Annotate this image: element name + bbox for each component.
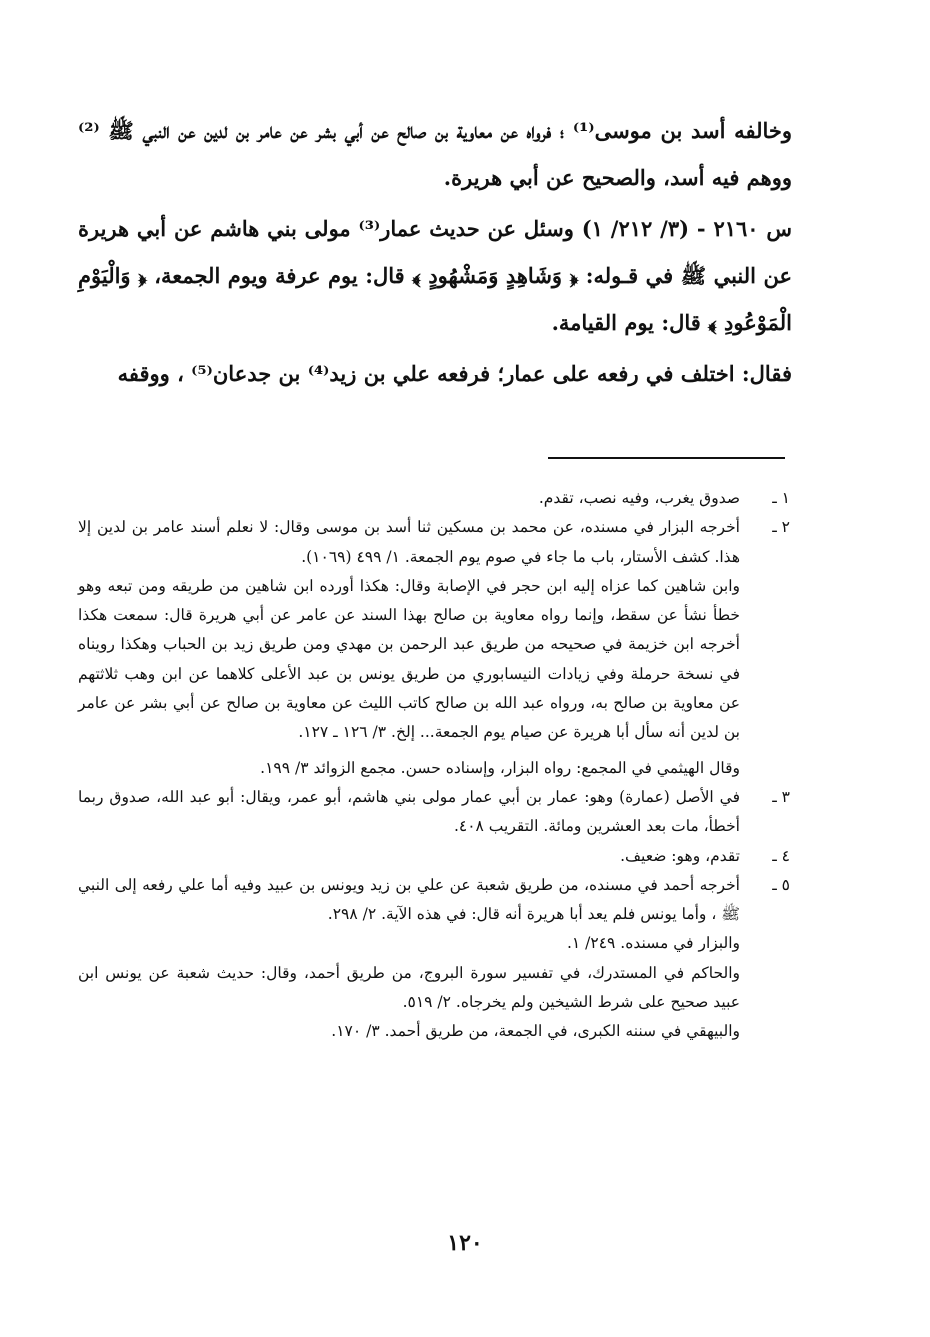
footnote-number: ١ ـ	[772, 489, 790, 507]
footnote-text: أخرجه البزار في مسنده، عن محمد بن مسكين ثنا أسد بن موسى وقال: لا نعلم أسند عامر بن لدين إلا هذا. كشف الأستار، باب ما جاء في صوم يوم الجمعة. ١/ ٤٩٩ (١٠٦٩).	[78, 518, 740, 566]
page-number: ١٢٠	[447, 1230, 483, 1256]
footnote-5-continuation	[78, 1017, 790, 1046]
footnote-4	[78, 842, 790, 871]
footnote-2-continuation	[78, 754, 790, 783]
footnote-text: والبزار في مسنده. ٢٤٩/ ١.	[566, 934, 740, 953]
footnote-3	[78, 783, 790, 842]
footnote-text: أخرجه أحمد في مسنده، من طريق شعبة عن علي بن زيد ويونس بن عبيد وفيه أما علي رفعه إلى النبي ﷺ ، وأما يونس فلم يعد أبا هريرة أنه قال: في هذه الآية. ٢/ ٢٩٨.	[78, 875, 740, 924]
main-paragraph-1	[78, 107, 792, 201]
footnote-text: في الأصل (عمارة) وهو: عمار بن أبي عمار مولى بني هاشم، أبو عمر، ويقال: أبو عبد الله، صدوق ربما أخطأ، مات بعد العشرين ومائة. التقريب ٤٠٨.	[78, 787, 740, 836]
footnote-number: ٥ ـ	[772, 875, 790, 894]
footnote-text: وابن شاهين كما عزاه إليه ابن حجر في الإصابة وقال: هكذا أورده ابن شاهين من طريقه ومن تبعه وهو خطأ نشأ عن سقط، وإنما رواه معاوية بن صالح بهذا السند عن عامر عن أبي هريرة قال: سمعت هكذا أخرجه ابن خزيمة في صحيحه من طريق عبد الرحمن بن مهدي ومن طريق زيد بن الحباب وهكذا رويناه في نسخة حرملة وفي زيادات النيسابوري من طريق يونس بن عبد الأعلى كلاهما عن ابن وهب ثلاثتهم عن معاوية بن صالح به، ورواه عبد الله بن صالح كاتب الليث عن معاوية بن صالح عن أبي بشر عن عامر بن لدين أنه سأل أبا هريرة عن صيام يوم الجمعة... إلخ. ٣/ ١٢٦ ـ ١٢٧.	[78, 576, 740, 742]
paragraph-text: س ٢١٦٠ - (٣/ ٢١٢/ ١) وسئل عن حديث عمار⁽³⁾ مولى بني هاشم عن أبي هريرة عن النبي ﷺ في قـوله: ﴿ وَشَاهِدٍ وَمَشْهُودٍ ﴾ قال: يوم عرفة ويوم الجمعة، ﴿ وَالْيَوْمِ الْمَوْعُودِ ﴾ قال: يوم القيامة.	[78, 216, 793, 335]
footnote-number: ٤ ـ	[772, 846, 790, 865]
footnote-text: تقدم، وهو: ضعيف.	[620, 846, 740, 865]
footnote-2	[78, 513, 790, 572]
paragraph-text: وخالفه أسد بن موسى⁽¹⁾ ؛ فرواه عن معاوية بن صالح عن أبي بشر عن عامر بن لدين عن النبي ﷺ ⁽²⁾ ووهم فيه أسد، والصحيح عن أبي هريرة.	[78, 118, 792, 190]
footnote-5-continuation	[78, 929, 790, 958]
footnote-5-continuation	[78, 959, 790, 1018]
footnote-text: صدوق يغرب، وفيه نصب، تقدم.	[538, 489, 740, 507]
footnote-number: ٣ ـ	[772, 787, 790, 806]
main-paragraph-2	[78, 205, 792, 346]
footnote-text: والبيهقي في سننه الكبرى، في الجمعة، من طريق أحمد. ٣/ ١٧٠.	[331, 1022, 740, 1041]
main-paragraph-3	[78, 350, 792, 397]
footnote-5	[78, 871, 790, 930]
footnote-separator	[548, 457, 785, 459]
footnotes	[78, 484, 790, 1047]
footnote-2-continuation	[78, 572, 790, 748]
paragraph-text: فقال: اختلف في رفعه على عمار؛ فرفعه علي بن زيد⁽⁴⁾ بن جدعان⁽⁵⁾ ، ووقفه	[117, 361, 792, 386]
footnote-text: والحاكم في المستدرك، في تفسير سورة البروج، من طريق أحمد، وقال: حديث شعبة عن يونس ابن عبيد صحيح على شرط الشيخين ولم يخرجاه. ٢/ ٥١٩.	[78, 963, 740, 1012]
footnote-number: ٢ ـ	[772, 518, 790, 537]
footnote-1	[78, 484, 790, 513]
footnote-text: وقال الهيثمي في المجمع: رواه البزار، وإسناده حسن. مجمع الزوائد ٣/ ١٩٩.	[260, 758, 740, 777]
